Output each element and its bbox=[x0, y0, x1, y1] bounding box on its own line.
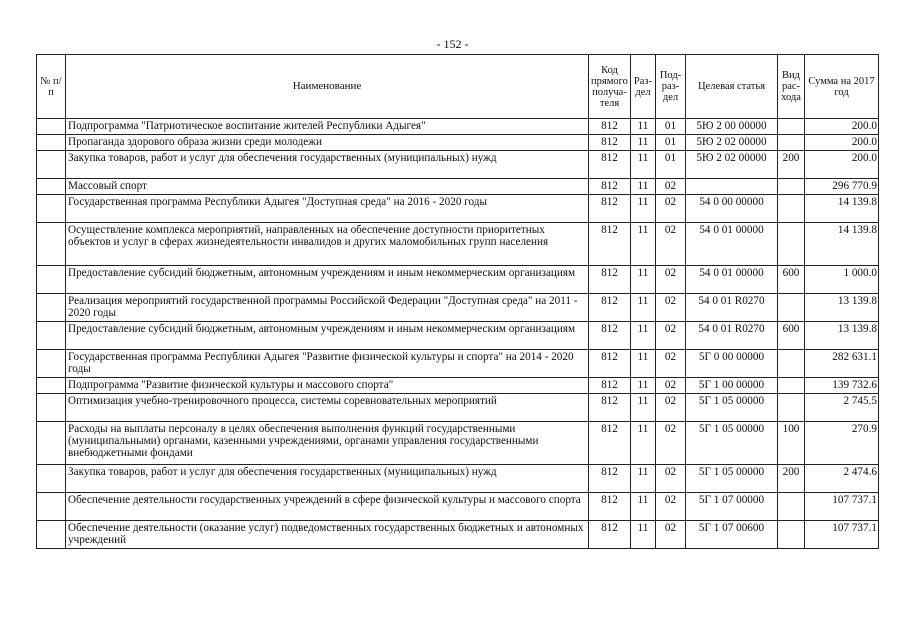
row-section-cell: 11 bbox=[631, 350, 656, 378]
row-section-cell: 11 bbox=[631, 135, 656, 151]
row-subsection-cell: 02 bbox=[656, 350, 686, 378]
row-expense-type-cell bbox=[778, 378, 805, 394]
col-header-code: Код прямого получа-теля bbox=[589, 55, 631, 119]
row-amount-cell: 200.0 bbox=[805, 151, 879, 179]
table-row bbox=[37, 422, 879, 465]
row-name-cell: Обеспечение деятельности (оказание услуг) подведомственных государственных бюджетных и автономных учреждений bbox=[66, 521, 589, 549]
row-num-cell bbox=[37, 223, 66, 266]
table-row bbox=[37, 322, 879, 350]
row-num-cell bbox=[37, 378, 66, 394]
row-amount-cell: 200.0 bbox=[805, 135, 879, 151]
row-num-cell bbox=[37, 266, 66, 294]
row-code-cell: 812 bbox=[589, 119, 631, 135]
row-target-cell: 54 0 01 R0270 bbox=[686, 294, 778, 322]
row-expense-type-cell: 200 bbox=[778, 465, 805, 493]
row-amount-cell: 270.9 bbox=[805, 422, 879, 465]
row-target-cell: 5Ю 2 02 00000 bbox=[686, 135, 778, 151]
row-section-cell: 11 bbox=[631, 195, 656, 223]
table-row bbox=[37, 465, 879, 493]
table-row bbox=[37, 179, 879, 195]
row-subsection-cell: 02 bbox=[656, 394, 686, 422]
row-target-cell: 54 0 01 00000 bbox=[686, 223, 778, 266]
row-target-cell: 5Г 0 00 00000 bbox=[686, 350, 778, 378]
row-code-cell: 812 bbox=[589, 322, 631, 350]
row-name-cell: Государственная программа Республики Адыгея "Доступная среда" на 2016 - 2020 годы bbox=[66, 195, 589, 223]
table-row bbox=[37, 521, 879, 549]
col-header-name: Наименование bbox=[66, 55, 589, 119]
row-subsection-cell: 02 bbox=[656, 521, 686, 549]
row-name-cell: Обеспечение деятельности государственных учреждений в сфере физической культуры и массового спорта bbox=[66, 493, 589, 521]
row-subsection-cell: 02 bbox=[656, 266, 686, 294]
row-code-cell: 812 bbox=[589, 179, 631, 195]
row-num-cell bbox=[37, 195, 66, 223]
row-expense-type-cell bbox=[778, 394, 805, 422]
row-code-cell: 812 bbox=[589, 394, 631, 422]
page-number: - 152 - bbox=[436, 37, 469, 51]
row-subsection-cell: 02 bbox=[656, 179, 686, 195]
table-row bbox=[37, 378, 879, 394]
row-subsection-cell: 02 bbox=[656, 378, 686, 394]
row-num-cell bbox=[37, 119, 66, 135]
row-amount-cell: 200.0 bbox=[805, 119, 879, 135]
row-subsection-cell: 01 bbox=[656, 119, 686, 135]
row-code-cell: 812 bbox=[589, 493, 631, 521]
table-row bbox=[37, 266, 879, 294]
row-subsection-cell: 02 bbox=[656, 322, 686, 350]
row-subsection-cell: 01 bbox=[656, 135, 686, 151]
table-row bbox=[37, 493, 879, 521]
row-num-cell bbox=[37, 493, 66, 521]
row-amount-cell: 14 139.8 bbox=[805, 195, 879, 223]
table-row bbox=[37, 135, 879, 151]
row-name-cell: Оптимизация учебно-тренировочного процесса, системы соревновательных мероприятий bbox=[66, 394, 589, 422]
row-num-cell bbox=[37, 422, 66, 465]
row-code-cell: 812 bbox=[589, 151, 631, 179]
row-amount-cell: 107 737.1 bbox=[805, 493, 879, 521]
row-code-cell: 812 bbox=[589, 465, 631, 493]
row-section-cell: 11 bbox=[631, 521, 656, 549]
budget-table bbox=[36, 54, 879, 549]
row-target-cell: 5Ю 2 00 00000 bbox=[686, 119, 778, 135]
table-row bbox=[37, 394, 879, 422]
row-section-cell: 11 bbox=[631, 422, 656, 465]
row-target-cell: 54 0 01 00000 bbox=[686, 266, 778, 294]
row-target-cell: 5Г 1 07 00600 bbox=[686, 521, 778, 549]
col-header-subsection: Под-раз-дел bbox=[656, 55, 686, 119]
row-code-cell: 812 bbox=[589, 521, 631, 549]
row-expense-type-cell bbox=[778, 521, 805, 549]
row-subsection-cell: 01 bbox=[656, 151, 686, 179]
row-expense-type-cell bbox=[778, 223, 805, 266]
table-row bbox=[37, 294, 879, 322]
row-amount-cell: 107 737.1 bbox=[805, 521, 879, 549]
row-num-cell bbox=[37, 350, 66, 378]
row-subsection-cell: 02 bbox=[656, 223, 686, 266]
table-row bbox=[37, 223, 879, 266]
row-expense-type-cell bbox=[778, 135, 805, 151]
row-name-cell: Массовый спорт bbox=[66, 179, 589, 195]
row-name-cell: Предоставление субсидий бюджетным, автономным учреждениям и иным некоммерческим организациям bbox=[66, 266, 589, 294]
row-code-cell: 812 bbox=[589, 294, 631, 322]
row-amount-cell: 14 139.8 bbox=[805, 223, 879, 266]
col-header-expense-type: Вид рас-хода bbox=[778, 55, 805, 119]
row-subsection-cell: 02 bbox=[656, 422, 686, 465]
row-amount-cell: 296 770.9 bbox=[805, 179, 879, 195]
row-name-cell: Подпрограмма "Патриотическое воспитание жителей Республики Адыгея" bbox=[66, 119, 589, 135]
row-target-cell: 5Г 1 05 00000 bbox=[686, 394, 778, 422]
table-row bbox=[37, 350, 879, 378]
row-code-cell: 812 bbox=[589, 266, 631, 294]
row-name-cell: Закупка товаров, работ и услуг для обеспечения государственных (муниципальных) нужд bbox=[66, 465, 589, 493]
row-expense-type-cell: 600 bbox=[778, 322, 805, 350]
row-code-cell: 812 bbox=[589, 135, 631, 151]
row-section-cell: 11 bbox=[631, 465, 656, 493]
row-num-cell bbox=[37, 294, 66, 322]
row-section-cell: 11 bbox=[631, 223, 656, 266]
row-amount-cell: 2 474.6 bbox=[805, 465, 879, 493]
row-section-cell: 11 bbox=[631, 119, 656, 135]
row-expense-type-cell bbox=[778, 493, 805, 521]
col-header-target: Целевая статья bbox=[686, 55, 778, 119]
row-target-cell: 54 0 01 R0270 bbox=[686, 322, 778, 350]
row-expense-type-cell: 600 bbox=[778, 266, 805, 294]
row-section-cell: 11 bbox=[631, 394, 656, 422]
row-section-cell: 11 bbox=[631, 294, 656, 322]
row-name-cell: Государственная программа Республики Адыгея "Развитие физической культуры и спорта" на 2014 - 2020 годы bbox=[66, 350, 589, 378]
table-row bbox=[37, 195, 879, 223]
table-row bbox=[37, 151, 879, 179]
row-section-cell: 11 bbox=[631, 266, 656, 294]
row-name-cell: Предоставление субсидий бюджетным, автономным учреждениям и иным некоммерческим организациям bbox=[66, 322, 589, 350]
row-num-cell bbox=[37, 521, 66, 549]
row-name-cell: Пропаганда здорового образа жизни среди молодежи bbox=[66, 135, 589, 151]
row-expense-type-cell bbox=[778, 119, 805, 135]
row-name-cell: Расходы на выплаты персоналу в целях обеспечения выполнения функций государственными (муниципальными) органами, казенными учреждениями, органами управления государственными внебюджетными фондами bbox=[66, 422, 589, 465]
row-target-cell: 5Г 1 07 00000 bbox=[686, 493, 778, 521]
row-target-cell: 5Г 1 05 00000 bbox=[686, 422, 778, 465]
table-row bbox=[37, 119, 879, 135]
row-expense-type-cell bbox=[778, 294, 805, 322]
row-target-cell: 5Ю 2 02 00000 bbox=[686, 151, 778, 179]
row-expense-type-cell: 200 bbox=[778, 151, 805, 179]
table-header bbox=[37, 55, 879, 119]
row-code-cell: 812 bbox=[589, 350, 631, 378]
row-subsection-cell: 02 bbox=[656, 493, 686, 521]
row-code-cell: 812 bbox=[589, 195, 631, 223]
row-target-cell: 54 0 00 00000 bbox=[686, 195, 778, 223]
row-expense-type-cell bbox=[778, 179, 805, 195]
row-section-cell: 11 bbox=[631, 493, 656, 521]
row-expense-type-cell bbox=[778, 350, 805, 378]
row-amount-cell: 13 139.8 bbox=[805, 294, 879, 322]
row-code-cell: 812 bbox=[589, 422, 631, 465]
row-subsection-cell: 02 bbox=[656, 465, 686, 493]
col-header-amount: Сумма на 2017 год bbox=[805, 55, 879, 119]
row-code-cell: 812 bbox=[589, 223, 631, 266]
row-amount-cell: 282 631.1 bbox=[805, 350, 879, 378]
row-subsection-cell: 02 bbox=[656, 294, 686, 322]
col-header-num: № п/п bbox=[37, 55, 66, 119]
row-amount-cell: 139 732.6 bbox=[805, 378, 879, 394]
row-target-cell bbox=[686, 179, 778, 195]
row-num-cell bbox=[37, 179, 66, 195]
row-code-cell: 812 bbox=[589, 378, 631, 394]
row-target-cell: 5Г 1 00 00000 bbox=[686, 378, 778, 394]
row-amount-cell: 2 745.5 bbox=[805, 394, 879, 422]
row-amount-cell: 1 000.0 bbox=[805, 266, 879, 294]
row-section-cell: 11 bbox=[631, 179, 656, 195]
row-num-cell bbox=[37, 394, 66, 422]
row-name-cell: Реализация мероприятий государственной программы Российской Федерации "Доступная среда" на 2011 - 2020 годы bbox=[66, 294, 589, 322]
row-num-cell bbox=[37, 151, 66, 179]
row-expense-type-cell bbox=[778, 195, 805, 223]
row-section-cell: 11 bbox=[631, 378, 656, 394]
row-num-cell bbox=[37, 322, 66, 350]
row-name-cell: Подпрограмма "Развитие физической культуры и массового спорта" bbox=[66, 378, 589, 394]
row-subsection-cell: 02 bbox=[656, 195, 686, 223]
row-target-cell: 5Г 1 05 00000 bbox=[686, 465, 778, 493]
row-expense-type-cell: 100 bbox=[778, 422, 805, 465]
row-name-cell: Закупка товаров, работ и услуг для обеспечения государственных (муниципальных) нужд bbox=[66, 151, 589, 179]
row-num-cell bbox=[37, 465, 66, 493]
row-section-cell: 11 bbox=[631, 322, 656, 350]
row-name-cell: Осуществление комплекса мероприятий, направленных на обеспечение доступности приоритетных объектов и услуг в сферах жизнедеятельности инвалидов и других маломобильных групп населения bbox=[66, 223, 589, 266]
col-header-section: Раз-дел bbox=[631, 55, 656, 119]
row-num-cell bbox=[37, 135, 66, 151]
row-section-cell: 11 bbox=[631, 151, 656, 179]
row-amount-cell: 13 139.8 bbox=[805, 322, 879, 350]
